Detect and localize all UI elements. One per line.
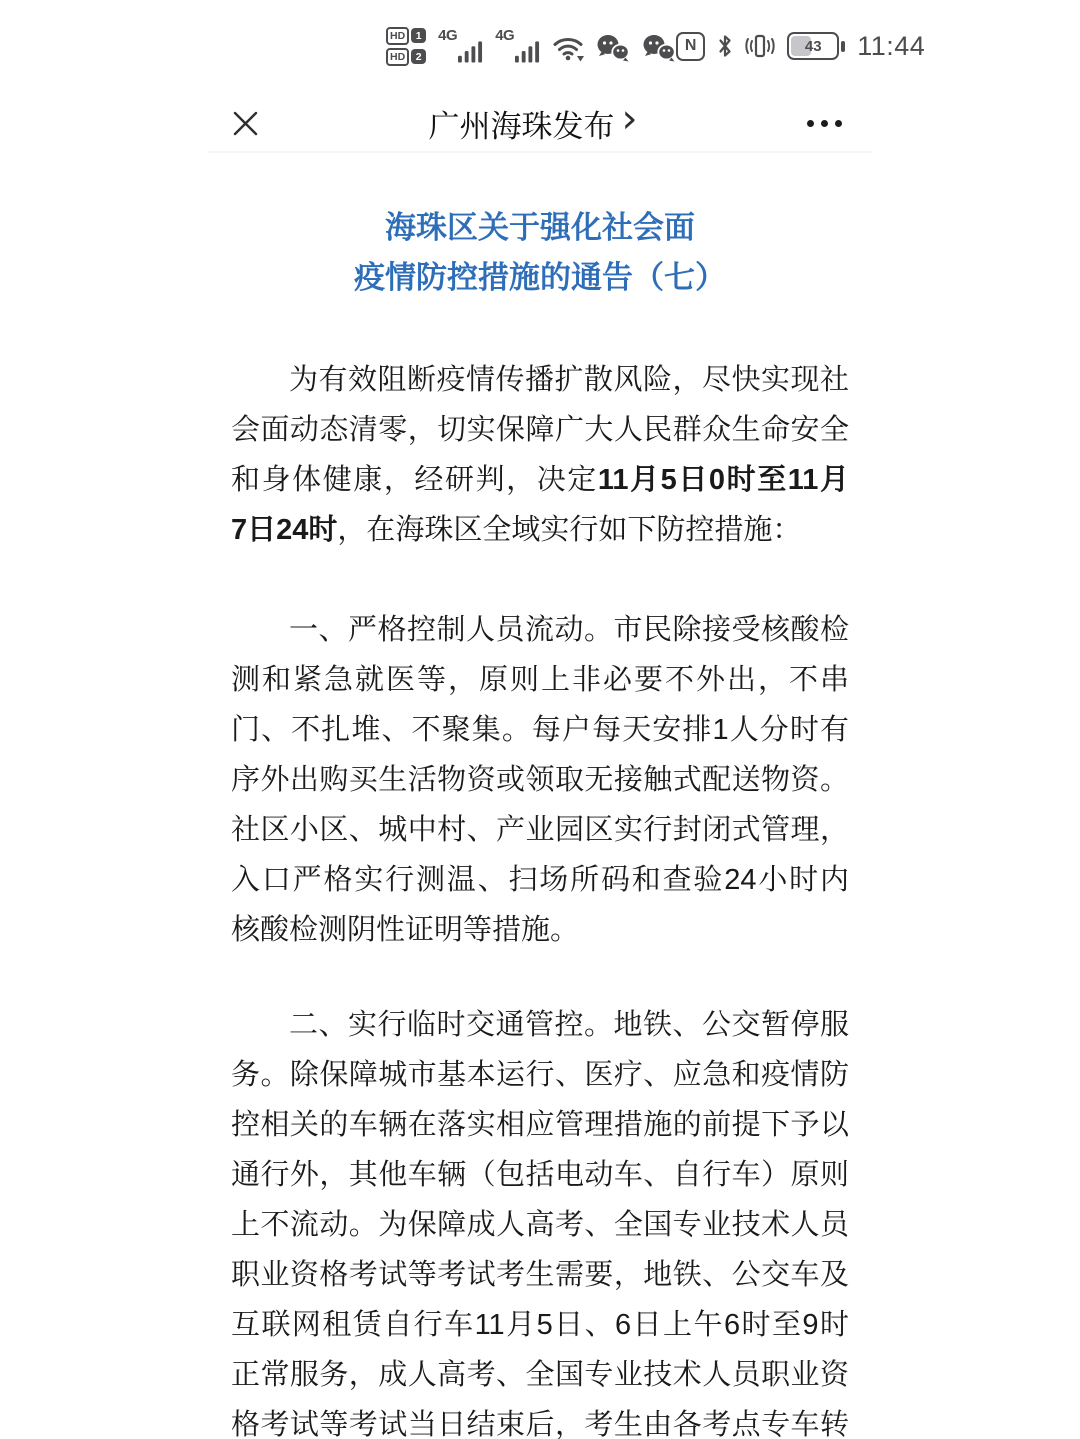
- sim2-signal: [495, 28, 540, 64]
- vibrate-icon: [745, 33, 775, 59]
- sim1-network-label: 4G: [438, 27, 458, 44]
- official-account-title[interactable]: [428, 96, 638, 146]
- body-line: 测和紧急就医等，原则上非必要不外出，不串: [231, 664, 849, 696]
- battery-percent: 43: [804, 37, 822, 55]
- body-line: 格考试等考试当日结束后，考生由各考点专车转: [231, 1409, 849, 1439]
- body-line: 门、不扎堆、不聚集。每户每天安排1人分时有: [231, 714, 849, 746]
- body-line: 入口严格实行测温、扫场所码和查验24小时内: [231, 864, 849, 896]
- body-line: 通行外，其他车辆（包括电动车、自行车）原则: [231, 1159, 849, 1191]
- paragraph-intro: [231, 355, 849, 555]
- article-title: [231, 203, 849, 303]
- hd-label: HD: [386, 27, 409, 45]
- sim1-slot-badge: 1: [411, 28, 426, 43]
- paragraph-section-1: [231, 605, 849, 955]
- article-header: [208, 95, 872, 153]
- body-line: 核酸检测阴性证明等措施。: [231, 914, 580, 946]
- body-line: 控相关的车辆在落实相应管理措施的前提下予以: [231, 1109, 849, 1141]
- more-dots-icon: [807, 120, 814, 127]
- body-line: 和身体健康，经研判，决定11月5日0时至11月: [231, 464, 849, 496]
- chevron-right-icon: ›: [621, 96, 638, 142]
- body-line: 序外出购买生活物资或领取无接触式配送物资。: [231, 764, 849, 796]
- body-line: 社区小区、城中村、产业园区实行封闭式管理，: [231, 814, 849, 846]
- article-title-line: 海珠区关于强化社会面: [385, 210, 695, 245]
- battery-icon: [787, 32, 845, 60]
- body-line: 二、实行临时交通管控。地铁、公交暂停服: [289, 1009, 849, 1041]
- body-line: 务。除保障城市基本运行、医疗、应急和疫情防: [231, 1059, 849, 1091]
- sim2-network-label: 4G: [495, 27, 515, 44]
- battery-nub: [841, 41, 845, 52]
- body-line: 正常服务，成人高考、全国专业技术人员职业资: [231, 1359, 849, 1391]
- body-line: 7日24时，在海珠区全域实行如下防控措施：: [231, 514, 802, 546]
- hd-volte-badges: [386, 27, 426, 66]
- body-line: 一、严格控制人员流动。市民除接受核酸检: [289, 614, 849, 646]
- close-button[interactable]: [232, 110, 259, 137]
- nfc-icon: N: [676, 32, 705, 61]
- paragraph-section-2: [231, 1000, 849, 1439]
- status-left-group: [386, 27, 676, 66]
- body-line: 为有效阻断疫情传播扩散风险，尽快实现社: [289, 364, 849, 396]
- body-line: 会面动态清零，切实保障广大人民群众生命安全: [231, 414, 849, 446]
- hd1-badge: [386, 27, 426, 45]
- article-body: [231, 155, 849, 1439]
- signal-bars-icon: [458, 39, 483, 63]
- status-bar: [386, 20, 926, 72]
- body-line: 职业资格考试等考试考生需要，地铁、公交车及: [231, 1259, 849, 1291]
- sim2-slot-badge: 2: [411, 49, 426, 64]
- hd-label: HD: [386, 48, 409, 66]
- chat-bubbles-icon: [596, 34, 630, 62]
- bluetooth-icon: [717, 33, 733, 59]
- body-line: 互联网租赁自行车11月5日、6日上午6时至9时: [231, 1309, 849, 1341]
- status-time: 11:44: [857, 30, 926, 61]
- article-title-line: 疫情防控措施的通告（七）: [354, 260, 726, 295]
- wifi-icon: [552, 35, 584, 62]
- chat-bubbles-icon: [642, 34, 676, 62]
- status-right-group: [676, 31, 925, 62]
- close-icon: [232, 110, 259, 137]
- account-name: 广州海珠发布: [428, 108, 615, 144]
- more-button[interactable]: [807, 114, 842, 133]
- sim1-signal: [438, 28, 483, 64]
- signal-bars-icon: [515, 39, 540, 63]
- body-line: 上不流动。为保障成人高考、全国专业技术人员: [231, 1209, 849, 1241]
- hd2-badge: [386, 48, 426, 66]
